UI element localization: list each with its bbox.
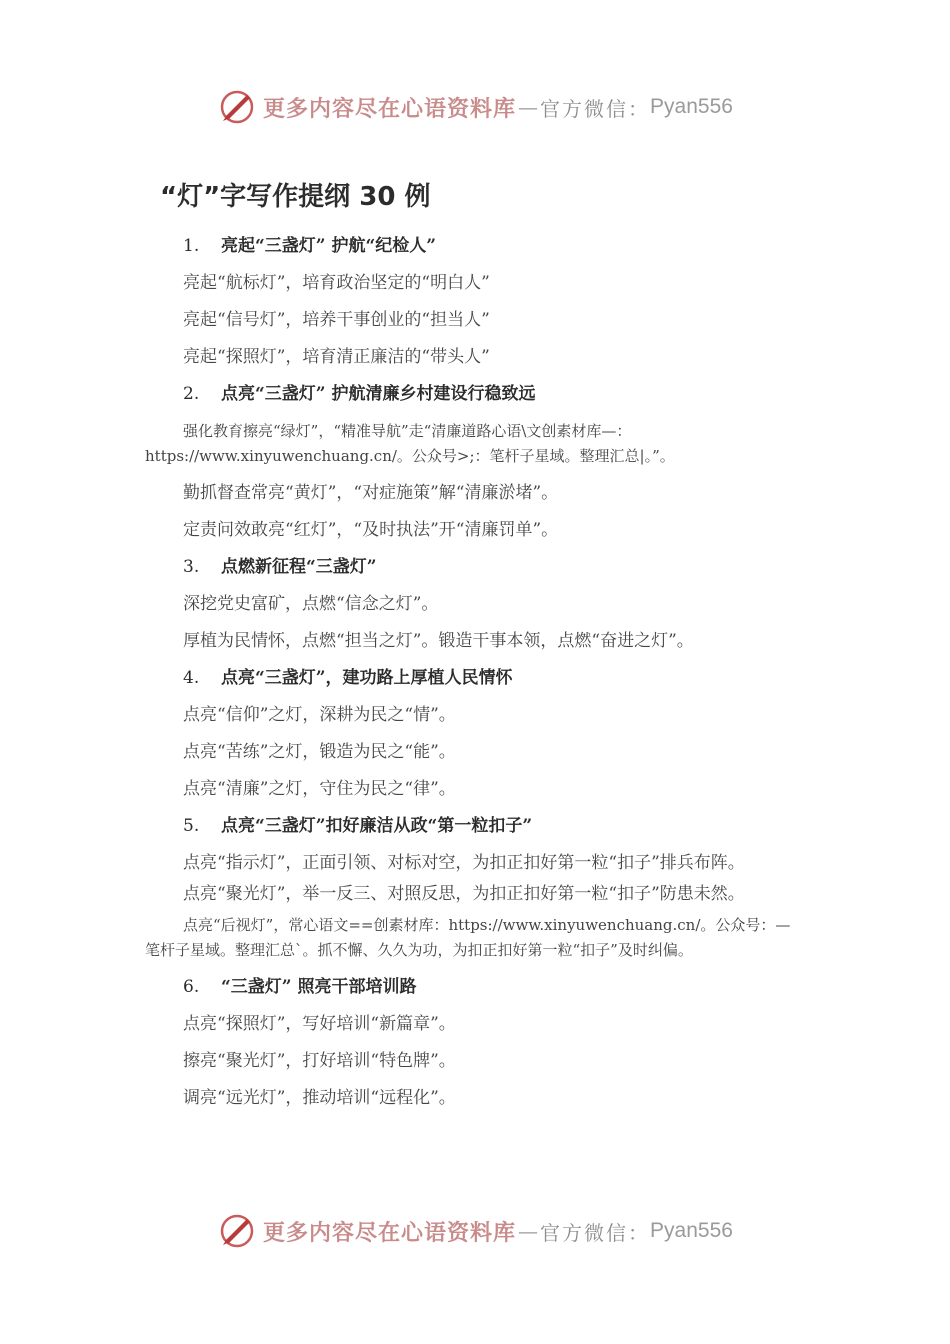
section-heading [145, 660, 800, 697]
banner-wechat-id: Pyan556 [650, 95, 733, 118]
body-paragraph: 强化教育擦亮“绿灯”，“精准导航”走“清廉道路心语\文创素材库—：https://www.xinyuwenchuang.cn/。公众号>;：笔杆子星域。整理汇总|。”。 [145, 422, 675, 465]
body-paragraph: 点亮“指示灯”，正面引领、对标对空，为扣正扣好第一粒“扣子”排兵布阵。 [183, 853, 745, 873]
section-title: 点燃新征程“三盏灯” [221, 557, 377, 578]
section-heading [145, 549, 800, 586]
section-title: 点亮“三盏灯” 护航清廉乡村建设行稳致远 [221, 384, 536, 405]
body-line: 深挖党史富矿，点燃“信念之灯”。 [183, 594, 439, 615]
section-heading [145, 376, 800, 413]
body-paragraph: 点亮“聚光灯”，举一反三、对照反思，为扣正扣好第一粒“扣子”防患未然。 [183, 884, 745, 904]
section-title: 点亮“三盏灯”，建功路上厚植人民情怀 [221, 668, 513, 689]
body-line: 勤抓督查常亮“黄灯”，“对症施策”解“清廉淤堵”。 [183, 483, 559, 504]
banner-dash: — [518, 95, 539, 119]
section-number: 5. [183, 816, 200, 837]
body-line: 厚植为民情怀，点燃“担当之灯”。锻造干事本领，点燃“奋进之灯”。 [183, 631, 694, 652]
body-paragraph: 点亮“后视灯”，常心语文==创素材库：https://www.xinyuwenchuang.cn/。公众号：—笔杆子星域。整理汇总`。抓不懈、久久为功，为扣正扣好第一粒“扣子”及时纠偏。 [145, 916, 791, 959]
section-number: 3. [183, 557, 200, 578]
banner-site-text: 更多内容尽在心语资料库 [263, 1219, 517, 1246]
body-line: 亮起“信号灯”，培养干事创业的“担当人” [183, 310, 490, 331]
banner-wechat-id: Pyan556 [650, 1219, 733, 1242]
section-title: 亮起“三盏灯” 护航“纪检人” [221, 236, 437, 257]
document-body [145, 228, 800, 1117]
section-number: 4. [183, 668, 200, 689]
section-heading [145, 969, 800, 1006]
pen-nib-logo-icon [217, 87, 257, 127]
body-line: 点亮“信仰”之灯，深耕为民之“情”。 [183, 705, 456, 726]
banner-wechat-label: 官方微信： [540, 1220, 651, 1245]
body-line: 点亮“苦练”之灯，锻造为民之“能”。 [183, 742, 456, 763]
body-line: 点亮“探照灯”，写好培训“新篇章”。 [183, 1014, 456, 1035]
section-title: “三盏灯” 照亮干部培训路 [221, 977, 417, 998]
banner-site-text: 更多内容尽在心语资料库 [263, 95, 517, 122]
footer-banner [0, 1206, 950, 1256]
header-banner [0, 82, 950, 132]
banner-wechat-label: 官方微信： [540, 96, 651, 121]
body-line: 亮起“航标灯”，培育政治坚定的“明白人” [183, 273, 490, 294]
section-number: 1. [183, 236, 200, 257]
body-line: 亮起“探照灯”，培育清正廉洁的“带头人” [183, 347, 490, 368]
banner-dash: — [518, 1219, 539, 1243]
section-number: 6. [183, 977, 200, 998]
pen-nib-logo-icon [217, 1211, 257, 1251]
body-line: 点亮“清廉”之灯，守住为民之“律”。 [183, 779, 456, 800]
body-line: 定责问效敢亮“红灯”，“及时执法”开“清廉罚单”。 [183, 520, 559, 541]
section-number: 2. [183, 384, 200, 405]
body-line: 擦亮“聚光灯”，打好培训“特色牌”。 [183, 1051, 456, 1072]
body-line: 调亮“远光灯”，推动培训“远程化”。 [183, 1088, 456, 1109]
section-heading [145, 228, 800, 265]
document-title: “灯”字写作提纲 30 例 [160, 182, 431, 212]
section-heading [145, 808, 800, 845]
section-title: 点亮“三盏灯”扣好廉洁从政“第一粒扣子” [221, 816, 533, 837]
